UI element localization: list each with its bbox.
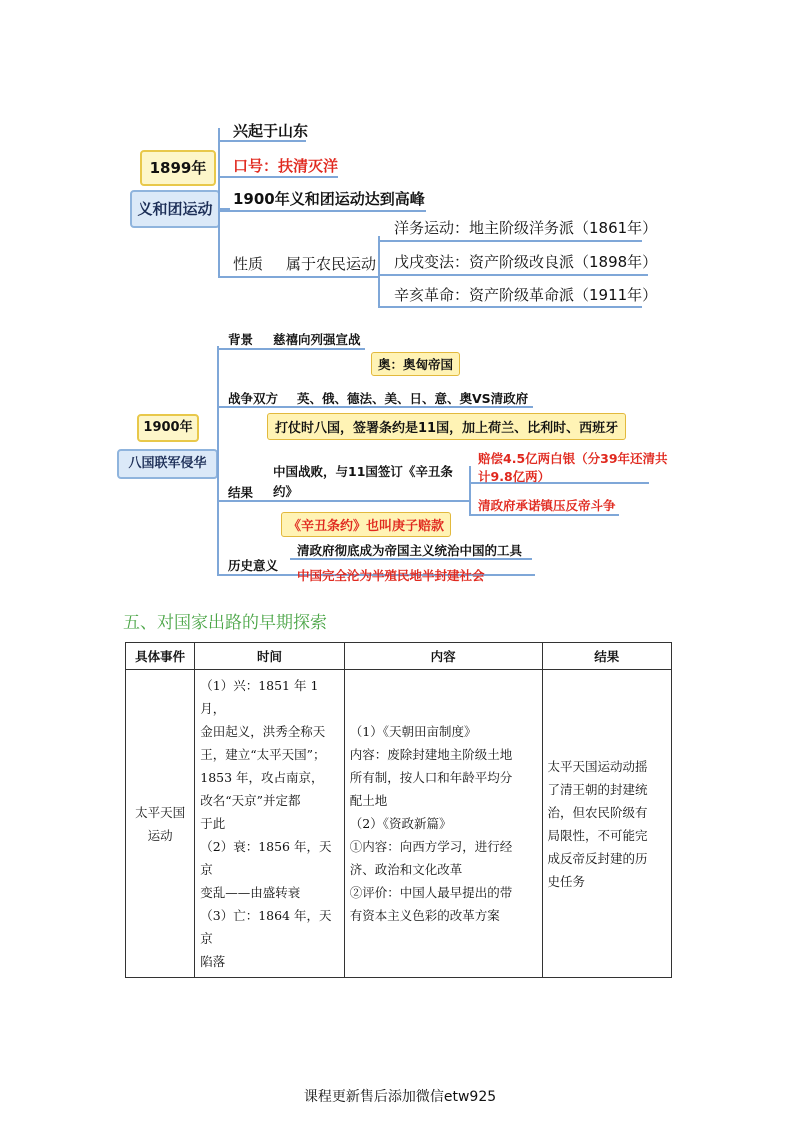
connector — [217, 346, 219, 574]
background-value: 慈禧向列强宣战 — [273, 332, 361, 347]
sides-label: 战争双方 — [228, 391, 279, 406]
result-value-line2: 约》 — [273, 484, 299, 499]
footer-text: 课程更新售后添加微信etw925 — [303, 1089, 497, 1105]
header-time: 时间 — [195, 643, 345, 670]
connector — [218, 176, 338, 178]
time-line: 于此 — [200, 816, 226, 831]
background-label: 背景 — [228, 332, 254, 347]
result-line: 了清王朝的封建统 — [547, 781, 648, 797]
connector — [469, 514, 619, 516]
connector — [469, 466, 471, 514]
branch-origin: 兴起于山东 — [233, 122, 309, 140]
content-line: （1）《天朝田亩制度》 — [349, 724, 477, 739]
result-line: 太平天国运动动摇 — [547, 758, 648, 774]
sides-value: 英、俄、德法、美、日、意、奥VS清政府 — [297, 391, 529, 406]
branch-nature-label: 性质 — [233, 255, 264, 273]
header-result: 结果 — [542, 643, 671, 670]
table-row — [126, 670, 672, 978]
content-line: ①内容：向西方学习，进行经 — [349, 839, 513, 854]
event-name: 太平天国运动 — [135, 804, 186, 843]
cell-event — [126, 670, 195, 978]
content-line: ②评价：中国人最早提出的带 — [349, 885, 513, 900]
result-line: 局限性，不可能完 — [547, 827, 648, 843]
note-austria: 奥：奥匈帝国 — [371, 352, 460, 376]
time-line: （3）亡：1864 年，天京 — [200, 908, 332, 946]
cell-content — [344, 670, 542, 978]
topic-boxer-movement: 义和团运动 — [130, 190, 220, 228]
result-line: 治，但农民阶级有 — [547, 804, 648, 820]
indemnity-line1: 赔偿4.5亿两白银（分39年还清共 — [478, 451, 668, 466]
branch-slogan: 口号：扶清灭洋 — [233, 157, 339, 175]
header-event: 具体事件 — [126, 643, 195, 670]
connector — [218, 210, 426, 212]
time-line: 变乱——由盛转衰 — [200, 885, 301, 900]
note-treaty-alias: 《辛丑条约》也叫庚子赔款 — [281, 512, 451, 537]
content-line: 有资本主义色彩的改革方案 — [349, 908, 500, 923]
connector — [378, 240, 642, 242]
connector — [218, 128, 220, 278]
indemnity-line2: 计9.8亿两） — [478, 469, 551, 484]
connector — [217, 348, 365, 350]
table-header-row — [126, 643, 672, 670]
time-line: 1853 年，攻占南京， — [200, 770, 324, 785]
result-label: 结果 — [228, 485, 254, 500]
significance-2: 中国完全沦为半殖民地半封建社会 — [297, 568, 485, 583]
content-line: 内容：废除封建地主阶级土地 — [349, 747, 513, 762]
year-tag-1900: 1900年 — [137, 414, 199, 442]
content-line: 所有制，按人口和年龄平均分 — [349, 770, 513, 785]
compare-xinhai: 辛亥革命：资产阶级革命派（1911年） — [394, 286, 658, 304]
result-line: 史任务 — [547, 873, 586, 889]
time-line: （2）衰：1856 年，天京 — [200, 839, 332, 877]
significance-1: 清政府彻底成为帝国主义统治中国的工具 — [297, 543, 523, 558]
content-line: 配土地 — [349, 793, 388, 808]
compare-wuxu: 戊戌变法：资产阶级改良派（1898年） — [394, 253, 658, 271]
content-line: 济、政治和文化改革 — [349, 862, 463, 877]
compare-yangwu: 洋务运动：地主阶级洋务派（1861年） — [394, 219, 658, 237]
connector — [218, 276, 378, 278]
connector — [217, 500, 469, 502]
header-content: 内容 — [344, 643, 542, 670]
time-line: 金田起义，洪秀全称天 — [200, 724, 326, 739]
result-line: 成反帝反封建的历 — [547, 850, 648, 866]
significance-label: 历史意义 — [228, 558, 279, 573]
note-eight-eleven: 打仗时八国，签署条约是11国，加上荷兰、比利时、西班牙 — [267, 413, 626, 440]
branch-peak: 1900年义和团运动达到高峰 — [233, 190, 425, 208]
events-table — [125, 642, 672, 978]
topic-eight-nation-invasion: 八国联军侵华 — [117, 449, 218, 479]
branch-nature-value: 属于农民运动 — [286, 255, 377, 273]
time-line: 陷落 — [200, 954, 226, 969]
connector — [378, 274, 648, 276]
result-value-line1: 中国战败，与11国签订《辛丑条 — [273, 464, 453, 479]
connector — [378, 236, 380, 308]
content-line: （2）《资政新篇》 — [349, 816, 452, 831]
year-tag-1899: 1899年 — [140, 150, 216, 186]
section-title: 五、对国家出路的早期探索 — [123, 613, 327, 633]
connector — [378, 306, 642, 308]
time-line: （1）兴：1851 年 1 月， — [200, 678, 319, 716]
cell-result — [542, 670, 671, 978]
time-line: 改名“天京”并定都 — [200, 793, 301, 808]
suppress-commitment: 清政府承诺镇压反帝斗争 — [478, 498, 616, 513]
cell-time — [195, 670, 345, 978]
time-line: 王，建立“太平天国”； — [200, 747, 326, 762]
